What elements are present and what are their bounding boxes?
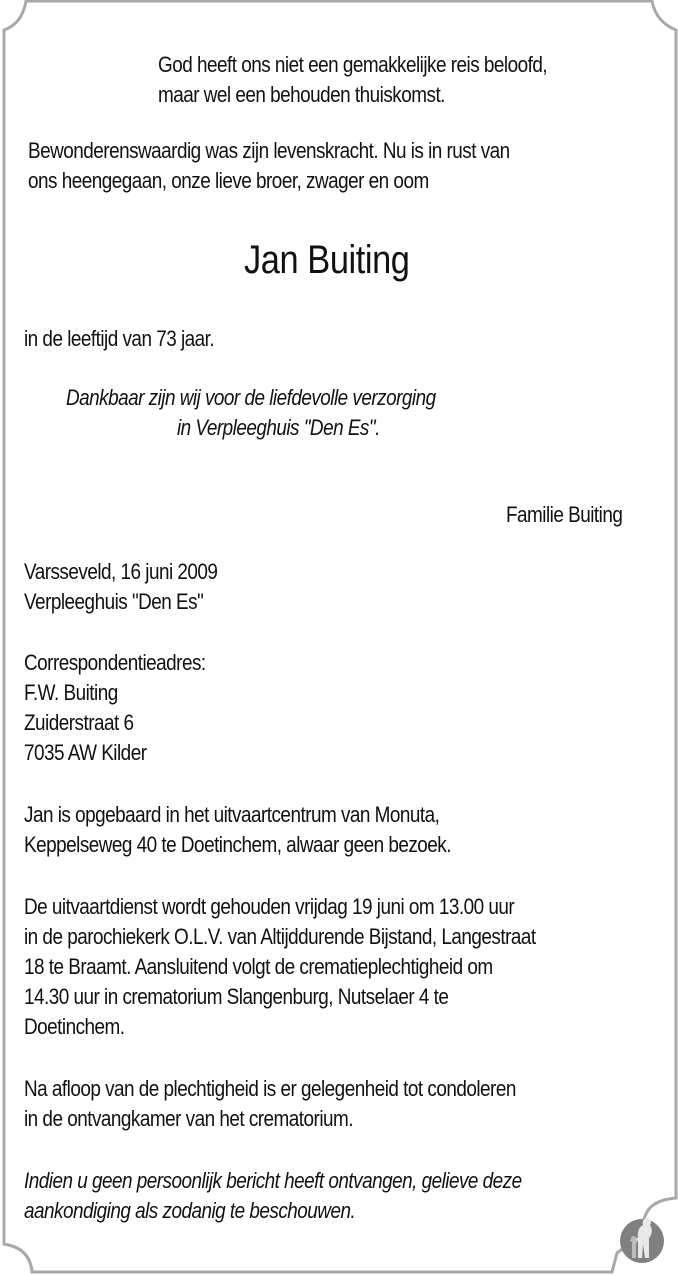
- place-date-line-1: Varsseveld, 16 juni 2009: [24, 559, 218, 584]
- service-line-4: 14.30 uur in crematorium Slangenburg, Nutselaer 4 te: [24, 984, 449, 1009]
- intro-line-2: ons heengegaan, onze lieve broer, zwager en oom: [28, 168, 429, 193]
- correspondence-label: Correspondentieadres:: [24, 650, 206, 675]
- deceased-name: Jan Buiting: [244, 238, 410, 282]
- motto-line-2: maar wel een behouden thuiskomst.: [158, 82, 445, 107]
- embracing-figures-logo-icon: [617, 1214, 667, 1264]
- service-line-1: De uitvaartdienst wordt gehouden vrijdag 19 juni om 13.00 uur: [24, 894, 515, 919]
- service-line-3: 18 te Braamt. Aansluitend volgt de crematieplechtigheid om: [24, 954, 493, 979]
- family-signature: Familie Buiting: [506, 502, 623, 527]
- age-text: in de leeftijd van 73 jaar.: [24, 326, 215, 351]
- intro-line-1: Bewonderenswaardig was zijn levenskracht. Nu is in rust van: [28, 138, 510, 163]
- notice-line-1: Indien u geen persoonlijk bericht heeft ontvangen, gelieve deze: [24, 1168, 522, 1193]
- notice-line-2: aankondiging als zodanig te beschouwen.: [24, 1198, 356, 1223]
- laid-out-line-2: Keppelseweg 40 te Doetinchem, alwaar geen bezoek.: [24, 832, 451, 857]
- gratitude-line-1: Dankbaar zijn wij voor de liefdevolle verzorging: [66, 385, 436, 410]
- condolence-line-2: in de ontvangkamer van het crematorium.: [24, 1106, 354, 1131]
- service-line-5: Doetinchem.: [24, 1014, 125, 1039]
- motto-line-1: God heeft ons niet een gemakkelijke reis beloofd,: [158, 52, 548, 77]
- place-date-line-2: Verpleeghuis "Den Es": [24, 589, 204, 614]
- condolence-line-1: Na afloop van de plechtigheid is er gelegenheid tot condoleren: [24, 1076, 516, 1101]
- correspondence-name: F.W. Buiting: [24, 680, 118, 705]
- correspondence-city: 7035 AW Kilder: [24, 740, 147, 765]
- service-line-2: in de parochiekerk O.L.V. van Altijddurende Bijstand, Langestraat: [24, 924, 536, 949]
- gratitude-line-2: in Verpleeghuis "Den Es".: [177, 415, 380, 440]
- correspondence-street: Zuiderstraat 6: [24, 710, 134, 735]
- laid-out-line-1: Jan is opgebaard in het uitvaartcentrum van Monuta,: [24, 802, 440, 827]
